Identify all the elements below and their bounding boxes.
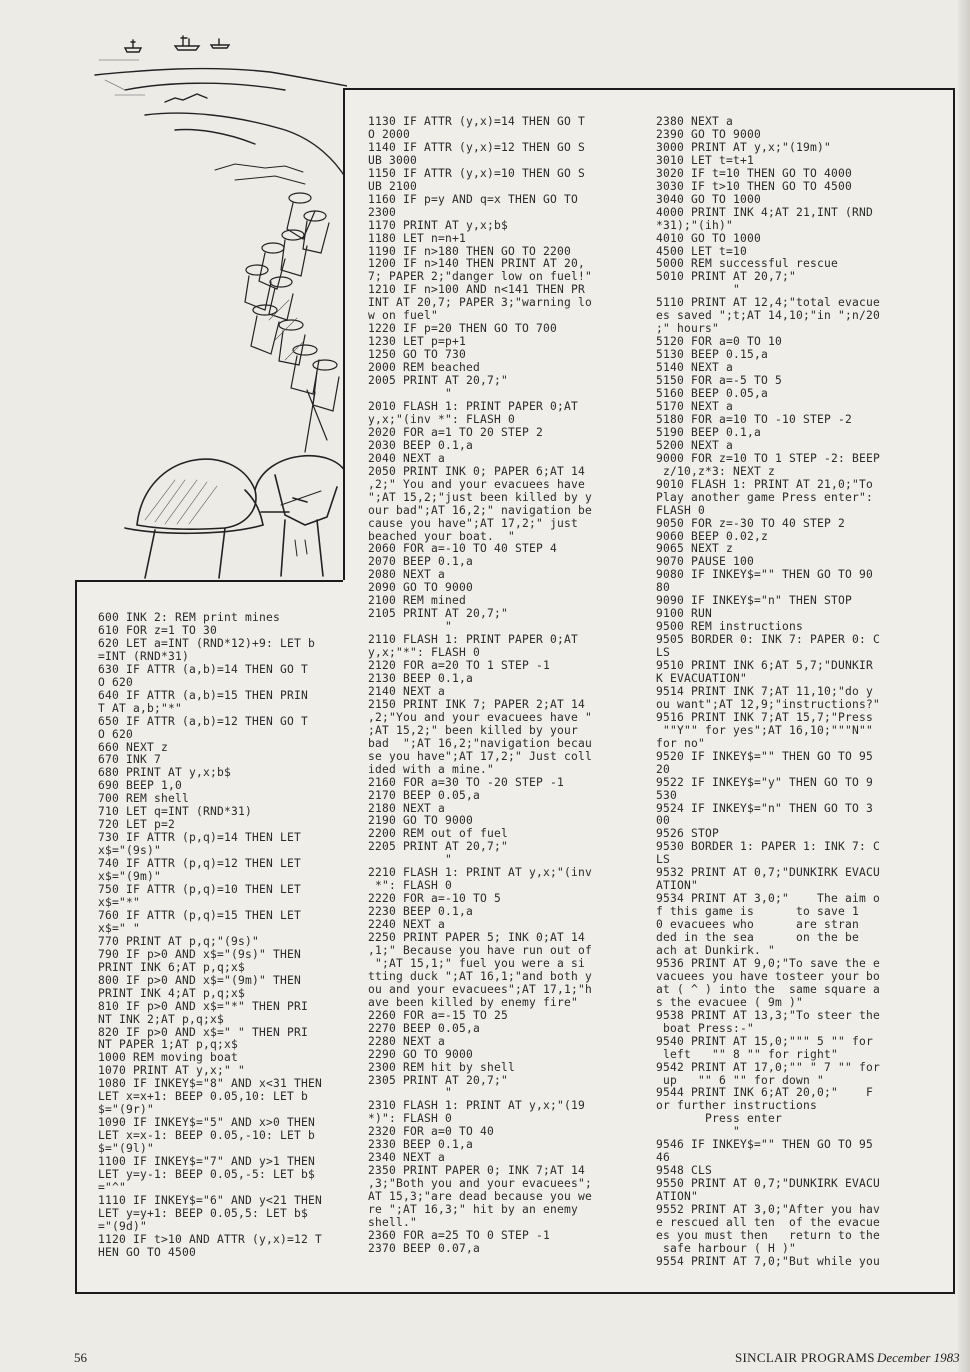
- listing-line: 1220 IF p=20 THEN GO TO 700: [368, 322, 558, 336]
- listing-line: 820 IF p>0 AND x$=" " THEN PRI: [98, 1025, 309, 1039]
- listing-line: 760 IF ATTR (p,q)=15 THEN LET: [98, 908, 302, 922]
- listing-line: ided with a mine.": [368, 762, 495, 776]
- listing-line: LET y=y+1: BEEP 0.05,5: LET b$: [98, 1206, 309, 1220]
- listing-line: 2390 GO TO 9000: [656, 127, 762, 141]
- listing-line: 2260 FOR a=-15 TO 25: [368, 1008, 509, 1022]
- listing-line: ""Y"" for yes";AT 16,10;"""N"": [656, 723, 874, 737]
- listing-line: 0 evacuees who are stran: [656, 918, 860, 932]
- listing-line: 1190 IF n>180 THEN GO TO 2200: [368, 244, 572, 258]
- listing-line: 2350 PRINT PAPER 0; INK 7;AT 14: [368, 1164, 586, 1178]
- listing-line: 1080 IF INKEY$="8" AND x<31 THEN: [98, 1077, 323, 1091]
- listing-line: cause you have";AT 17,2;" just: [368, 516, 579, 530]
- listing-line: 2340 NEXT a: [368, 1151, 446, 1165]
- listing-line: 2330 BEEP 0.1,a: [368, 1138, 474, 1152]
- listing-line: 620 LET a=INT (RND*12)+9: LET b: [98, 636, 316, 650]
- listing-line: 650 IF ATTR (a,b)=12 THEN GO T: [98, 714, 309, 728]
- listing-line: 4010 GO TO 1000: [656, 231, 762, 245]
- listing-line: ded in the sea on the be: [656, 931, 860, 945]
- listing-line: 2040 NEXT a: [368, 451, 446, 465]
- listing-line: ,1;" Because you have run out of: [368, 944, 593, 957]
- listing-line: 2280 NEXT a: [368, 1034, 446, 1048]
- listing-line: ": [656, 283, 741, 297]
- listing-line: 670 INK 7: [98, 753, 162, 767]
- listing-line: ach at Dunkirk. ": [656, 944, 776, 957]
- listing-line: 530: [656, 788, 678, 802]
- listing-line: 2170 BEEP 0.05,a: [368, 788, 481, 802]
- listing-line: 46: [656, 1151, 671, 1165]
- listing-line: 5160 BEEP 0.05,a: [656, 387, 769, 401]
- listing-line: boat Press:-": [656, 1021, 755, 1035]
- listing-line: w on fuel": [368, 309, 439, 323]
- listing-line: 680 PRINT AT y,x;b$: [98, 766, 232, 780]
- listing-line: 80: [656, 581, 671, 595]
- listing-line: ATION": [656, 1190, 699, 1204]
- listing-line: 1200 IF n>140 THEN PRINT AT 20,: [368, 257, 586, 271]
- listing-line: 2020 FOR a=1 TO 20 STEP 2: [368, 425, 544, 439]
- listing-line: 1100 IF INKEY$="7" AND y>1 THEN: [98, 1155, 316, 1169]
- listing-line: 2200 REM out of fuel: [368, 827, 509, 841]
- listing-line: 2240 NEXT a: [368, 918, 446, 932]
- listing-line: 730 IF ATTR (p,q)=14 THEN LET: [98, 831, 302, 845]
- listing-line: 5130 BEEP 0.15,a: [656, 348, 769, 362]
- listing-line: 2300 REM hit by shell: [368, 1060, 516, 1074]
- listing-line: 2140 NEXT a: [368, 684, 446, 698]
- listing-line: 2230 BEEP 0.1,a: [368, 905, 474, 919]
- listing-line: 9080 IF INKEY$="" THEN GO TO 90: [656, 568, 874, 582]
- listing-frame-join: [343, 580, 351, 1290]
- listing-line: 600 INK 2: REM print mines: [98, 611, 281, 624]
- listing-line: 2100 REM mined: [368, 594, 467, 608]
- listing-line: es you must then return to the: [656, 1228, 881, 1242]
- listing-line: 5000 REM successful rescue: [656, 257, 839, 271]
- listing-line: 3040 GO TO 1000: [656, 192, 762, 206]
- listing-line: FLASH 0: [656, 503, 706, 517]
- listing-line: NT INK 2;AT p,q;x$: [98, 1012, 225, 1026]
- listing-line: ,3;"Both you and your evacuees";: [368, 1177, 593, 1191]
- listing-line: 1160 IF p=y AND q=x THEN GO TO: [368, 192, 579, 206]
- listing-line: 9550 PRINT AT 0,7;"DUNKIRK EVACU: [656, 1177, 881, 1191]
- soldier-column-icon: [245, 193, 339, 452]
- listing-line: UB 3000: [368, 153, 418, 167]
- listing-line: 9540 PRINT AT 15,0;""" 5 "" for: [656, 1034, 874, 1048]
- listing-line: 5170 NEXT a: [656, 399, 734, 413]
- listing-line: 5110 PRINT AT 12,4;"total evacue: [656, 296, 881, 310]
- listing-line: 9552 PRINT AT 3,0;"After you hav: [656, 1203, 881, 1217]
- listing-line: 9532 PRINT AT 0,7;"DUNKIRK EVACU: [656, 866, 881, 880]
- listing-line: 9500 REM instructions: [656, 620, 804, 634]
- listing-line: 2190 GO TO 9000: [368, 814, 474, 828]
- listing-line: 2080 NEXT a: [368, 568, 446, 582]
- listing-line: 3030 IF t>10 THEN GO TO 4500: [656, 179, 853, 193]
- listing-line: f this game is to save 1: [656, 905, 860, 919]
- listing-line: O 2000: [368, 127, 411, 141]
- listing-line: 9516 PRINT INK 7;AT 15,7;"Press: [656, 710, 874, 724]
- listing-line: 2030 BEEP 0.1,a: [368, 438, 474, 452]
- listing-line: 2120 FOR a=20 TO 1 STEP -1: [368, 659, 551, 673]
- listing-line: 2220 FOR a=-10 TO 5: [368, 892, 502, 906]
- listing-line: up "" 6 "" for down ": [656, 1073, 825, 1087]
- listing-line: 9524 IF INKEY$="n" THEN GO TO 3: [656, 801, 874, 815]
- listing-line: ": [656, 1125, 741, 1139]
- listing-line: x$="(9s)": [98, 844, 162, 858]
- listing-line: 5120 FOR a=0 TO 10: [656, 335, 783, 349]
- listing-line: 610 FOR z=1 TO 30: [98, 623, 218, 637]
- listing-line: 1210 IF n>100 AND n<141 THEN PR: [368, 283, 586, 297]
- listing-line: 2000 REM beached: [368, 361, 481, 375]
- listing-line: 2160 FOR a=30 TO -20 STEP -1: [368, 775, 565, 789]
- listing-line: 9534 PRINT AT 3,0;" The aim o: [656, 892, 881, 906]
- listing-line: 2320 FOR a=0 TO 40: [368, 1125, 495, 1139]
- listing-line: left "" 8 "" for right": [656, 1047, 839, 1061]
- listing-line: 20: [656, 762, 671, 776]
- listing-line: y,x;"(inv *": FLASH 0: [368, 412, 516, 426]
- listing-line: 2005 PRINT AT 20,7;": [368, 374, 509, 388]
- listing-line: 2370 BEEP 0.07,a: [368, 1241, 481, 1255]
- listing-line: 640 IF ATTR (a,b)=15 THEN PRIN: [98, 688, 309, 702]
- listing-line: 710 LET q=INT (RND*31): [98, 805, 253, 819]
- listing-line: AT 15,3;"are dead because you we: [368, 1190, 593, 1204]
- listing-line: 1140 IF ATTR (y,x)=12 THEN GO S: [368, 140, 586, 154]
- listing-line: 5150 FOR a=-5 TO 5: [656, 374, 783, 388]
- listing-line: 2205 PRINT AT 20,7;": [368, 840, 509, 854]
- listing-line: 2180 NEXT a: [368, 801, 446, 815]
- listing-line: z/10,z*3: NEXT z: [656, 464, 776, 478]
- listing-line: 9522 IF INKEY$="y" THEN GO TO 9: [656, 775, 874, 789]
- listing-line: 630 IF ATTR (a,b)=14 THEN GO T: [98, 662, 309, 676]
- listing-line: 1090 IF INKEY$="5" AND x>0 THEN: [98, 1116, 316, 1130]
- listing-line: at ( ^ ) into the same square a: [656, 982, 881, 996]
- listing-column-3: [656, 116, 880, 1269]
- listing-line: beached your boat. ": [368, 529, 516, 543]
- listing-line: 720 LET p=2: [98, 818, 176, 832]
- listing-column-2: [368, 116, 592, 1256]
- listing-line: 5010 PRINT AT 20,7;": [656, 270, 797, 284]
- listing-line: 9000 FOR z=10 TO 1 STEP -2: BEEP: [656, 451, 881, 465]
- listing-line: ;AT 15,2;" been killed by your: [368, 723, 579, 737]
- listing-line: 1110 IF INKEY$="6" AND y<21 THEN: [98, 1193, 323, 1207]
- listing-line: 1250 GO TO 730: [368, 348, 467, 362]
- listing-line: ": [368, 1086, 453, 1100]
- listing-line: PRINT INK 4;AT p,q;x$: [98, 986, 246, 1000]
- listing-line: LS: [656, 646, 671, 660]
- listing-line: ="(9d)": [98, 1219, 148, 1233]
- listing-line: 2110 FLASH 1: PRINT PAPER 0;AT: [368, 633, 579, 647]
- listing-line: re ";AT 16,3;" hit by an enemy: [368, 1203, 579, 1217]
- listing-line: ou want";AT 12,9;"instructions?": [656, 697, 881, 711]
- listing-line: 2070 BEEP 0.1,a: [368, 555, 474, 569]
- listing-line: safe harbour ( H )": [656, 1241, 797, 1255]
- listing-line: 2150 PRINT INK 7; PAPER 2;AT 14: [368, 697, 586, 711]
- listing-line: 9536 PRINT AT 9,0;"To save the e: [656, 956, 881, 970]
- listing-line: 9050 FOR z=-30 TO 40 STEP 2: [656, 516, 846, 530]
- listing-line: y,x;"*": FLASH 0: [368, 646, 481, 660]
- listing-line: 4500 LET t=10: [656, 244, 748, 258]
- listing-line: s the evacuee ( 9m )": [656, 995, 804, 1009]
- page-edge-shadow: [958, 0, 970, 1372]
- listing-line: 2090 GO TO 9000: [368, 581, 474, 595]
- listing-line: K EVACUATION": [656, 671, 748, 685]
- listing-line: 2270 BEEP 0.05,a: [368, 1021, 481, 1035]
- listing-line: PRINT INK 6;AT p,q;x$: [98, 960, 246, 974]
- listing-line: 9526 STOP: [656, 827, 720, 841]
- listing-line: 2210 FLASH 1: PRINT AT y,x;"(inv: [368, 866, 593, 880]
- listing-line: x$="(9m)": [98, 870, 162, 884]
- listing-line: 700 REM shell: [98, 792, 190, 806]
- listing-line: 9546 IF INKEY$="" THEN GO TO 95: [656, 1138, 874, 1152]
- listing-line: se you have";AT 17,2;" Just coll: [368, 749, 593, 763]
- listing-line: 2130 BEEP 0.1,a: [368, 671, 474, 685]
- listing-line: 750 IF ATTR (p,q)=10 THEN LET: [98, 883, 302, 897]
- listing-line: INT AT 20,7; PAPER 3;"warning lo: [368, 296, 593, 310]
- listing-line: 1180 LET n=n+1: [368, 231, 467, 245]
- listing-line: ";AT 15,1;" fuel you were a si: [368, 956, 586, 970]
- listing-line: 9010 FLASH 1: PRINT AT 21,0;"To: [656, 477, 874, 491]
- listing-line: HEN GO TO 4500: [98, 1245, 197, 1259]
- ships-on-horizon-icon: [125, 36, 229, 52]
- listing-line: 1070 PRINT AT y,x;" ": [98, 1064, 246, 1078]
- listing-line: NT PAPER 1;AT p,q;x$: [98, 1038, 239, 1052]
- listing-line: 1120 IF t>10 AND ATTR (y,x)=12 T: [98, 1232, 323, 1246]
- listing-line: ;" hours": [656, 322, 720, 336]
- listing-line: 690 BEEP 1,0: [98, 779, 183, 793]
- listing-line: UB 2100: [368, 179, 418, 193]
- listing-line: tting duck ";AT 16,1;"and both y: [368, 969, 593, 983]
- listing-line: 9554 PRINT AT 7,0;"But while you: [656, 1254, 881, 1268]
- listing-line: 770 PRINT AT p,q;"(9s)": [98, 934, 260, 948]
- listing-line: 2360 FOR a=25 TO 0 STEP -1: [368, 1228, 551, 1242]
- listing-line: 9065 NEXT z: [656, 542, 734, 556]
- listing-line: x$=" ": [98, 921, 141, 935]
- listing-line: 9548 CLS: [656, 1164, 713, 1178]
- listing-line: 7; PAPER 2;"danger low on fuel!": [368, 270, 593, 284]
- listing-line: $="(9l)": [98, 1142, 155, 1156]
- listing-line: our bad";AT 16,2;" navigation be: [368, 503, 593, 517]
- listing-line: for no": [656, 736, 706, 750]
- listing-line: ,2;"You and your evacuees have ": [368, 710, 593, 724]
- listing-line: 9542 PRINT AT 17,0;"" " 7 "" for: [656, 1060, 881, 1074]
- listing-line: 9100 RUN: [656, 607, 713, 621]
- listing-line: 1000 REM moving boat: [98, 1051, 239, 1065]
- listing-line: 9514 PRINT INK 7;AT 11,10;"do y: [656, 684, 874, 698]
- listing-line: 9505 BORDER 0: INK 7: PAPER 0: C: [656, 633, 881, 647]
- listing-line: 660 NEXT z: [98, 740, 169, 754]
- listing-line: LET y=y-1: BEEP 0.05,-5: LET b$: [98, 1167, 316, 1181]
- helmeted-soldiers-icon: [125, 456, 347, 578]
- listing-line: =INT (RND*31): [98, 649, 190, 663]
- listing-line: 1130 IF ATTR (y,x)=14 THEN GO T: [368, 115, 586, 128]
- listing-line: 5200 NEXT a: [656, 438, 734, 452]
- listing-line: 9060 BEEP 0.02,z: [656, 529, 769, 543]
- listing-line: Play another game Press enter":: [656, 490, 874, 504]
- listing-line: 9530 BORDER 1: PAPER 1: INK 7: C: [656, 840, 881, 854]
- listing-line: T AT a,b;"*": [98, 701, 183, 715]
- dunkirk-soldiers-illustration: [85, 20, 347, 580]
- listing-line: 5140 NEXT a: [656, 361, 734, 375]
- listing-line: 9070 PAUSE 100: [656, 555, 755, 569]
- listing-column-1: [98, 612, 322, 1260]
- page-number: 56: [74, 1350, 87, 1365]
- listing-line: ave been killed by enemy fire": [368, 995, 579, 1009]
- listing-line: 4000 PRINT INK 4;AT 21,INT (RND: [656, 205, 874, 219]
- listing-line: 9510 PRINT INK 6;AT 5,7;"DUNKIR: [656, 659, 874, 673]
- listing-line: 5190 BEEP 0.1,a: [656, 425, 762, 439]
- listing-line: shell.": [368, 1216, 418, 1230]
- listing-line: 9520 IF INKEY$="" THEN GO TO 95: [656, 749, 874, 763]
- listing-line: 2305 PRINT AT 20,7;": [368, 1073, 509, 1087]
- listing-line: 1170 PRINT AT y,x;b$: [368, 218, 509, 232]
- listing-line: 1150 IF ATTR (y,x)=10 THEN GO S: [368, 166, 586, 180]
- listing-line: ": [368, 853, 453, 867]
- listing-line: ";AT 15,2;"just been killed by y: [368, 490, 593, 504]
- listing-line: 2105 PRINT AT 20,7;": [368, 607, 509, 621]
- listing-line: 3010 LET t=t+1: [656, 153, 755, 167]
- listing-line: 790 IF p>0 AND x$="(9s)" THEN: [98, 947, 302, 961]
- listing-line: LS: [656, 853, 671, 867]
- listing-line: 3020 IF t=10 THEN GO TO 4000: [656, 166, 853, 180]
- listing-line: 2380 NEXT a: [656, 115, 734, 128]
- listing-line: 810 IF p>0 AND x$="*" THEN PRI: [98, 999, 309, 1013]
- publication-date: December 1983: [877, 1350, 960, 1365]
- listing-line: ="^": [98, 1180, 127, 1194]
- listing-line: *": FLASH 0: [368, 879, 453, 893]
- listing-line: bad ";AT 16,2;"navigation becau: [368, 736, 593, 750]
- listing-line: LET x=x+1: BEEP 0.05,10: LET b: [98, 1090, 309, 1104]
- listing-line: $="(9r)": [98, 1103, 155, 1117]
- listing-line: 2290 GO TO 9000: [368, 1047, 474, 1061]
- listing-line: 2250 PRINT PAPER 5; INK 0;AT 14: [368, 931, 586, 945]
- listing-line: 2310 FLASH 1: PRINT AT y,x;"(19: [368, 1099, 586, 1113]
- listing-line: 2010 FLASH 1: PRINT PAPER 0;AT: [368, 399, 579, 413]
- listing-line: 2300: [368, 205, 397, 219]
- listing-line: 9544 PRINT INK 6;AT 20,0;" F: [656, 1086, 874, 1100]
- listing-line: 800 IF p>0 AND x$="(9m)" THEN: [98, 973, 302, 987]
- listing-line: x$="*": [98, 895, 141, 909]
- listing-line: 1230 LET p=p+1: [368, 335, 467, 349]
- listing-line: ATION": [656, 879, 699, 893]
- listing-line: 5180 FOR a=10 TO -10 STEP -2: [656, 412, 853, 426]
- listing-line: Press enter: [656, 1112, 783, 1126]
- listing-line: es saved ";t;AT 14,10;"in ";n/20: [656, 309, 881, 323]
- listing-line: vacuees you have tosteer your bo: [656, 969, 881, 983]
- listing-line: e rescued all ten of the evacue: [656, 1216, 881, 1230]
- listing-line: O 620: [98, 727, 134, 741]
- listing-line: or further instructions: [656, 1099, 818, 1113]
- listing-line: 2050 PRINT INK 0; PAPER 6;AT 14: [368, 464, 586, 478]
- listing-line: 740 IF ATTR (p,q)=12 THEN LET: [98, 857, 302, 871]
- listing-line: 9090 IF INKEY$="n" THEN STOP: [656, 594, 853, 608]
- listing-line: 9538 PRINT AT 13,3;"To steer the: [656, 1008, 881, 1022]
- listing-line: 3000 PRINT AT y,x;"(19m)": [656, 140, 832, 154]
- listing-line: ": [368, 387, 453, 401]
- listing-line: ": [368, 620, 453, 634]
- listing-line: *31);"(ih)": [656, 218, 734, 232]
- listing-line: ou and your evacuees";AT 17,1;"h: [368, 982, 593, 996]
- listing-line: ,2;" You and your evacuees have: [368, 477, 586, 491]
- listing-line: 00: [656, 814, 671, 828]
- publication-name: SINCLAIR PROGRAMS: [735, 1350, 875, 1365]
- listing-line: *)": FLASH 0: [368, 1112, 453, 1126]
- listing-line: O 620: [98, 675, 134, 689]
- listing-line: LET x=x-1: BEEP 0.05,-10: LET b: [98, 1129, 316, 1143]
- listing-line: 2060 FOR a=-10 TO 40 STEP 4: [368, 542, 558, 556]
